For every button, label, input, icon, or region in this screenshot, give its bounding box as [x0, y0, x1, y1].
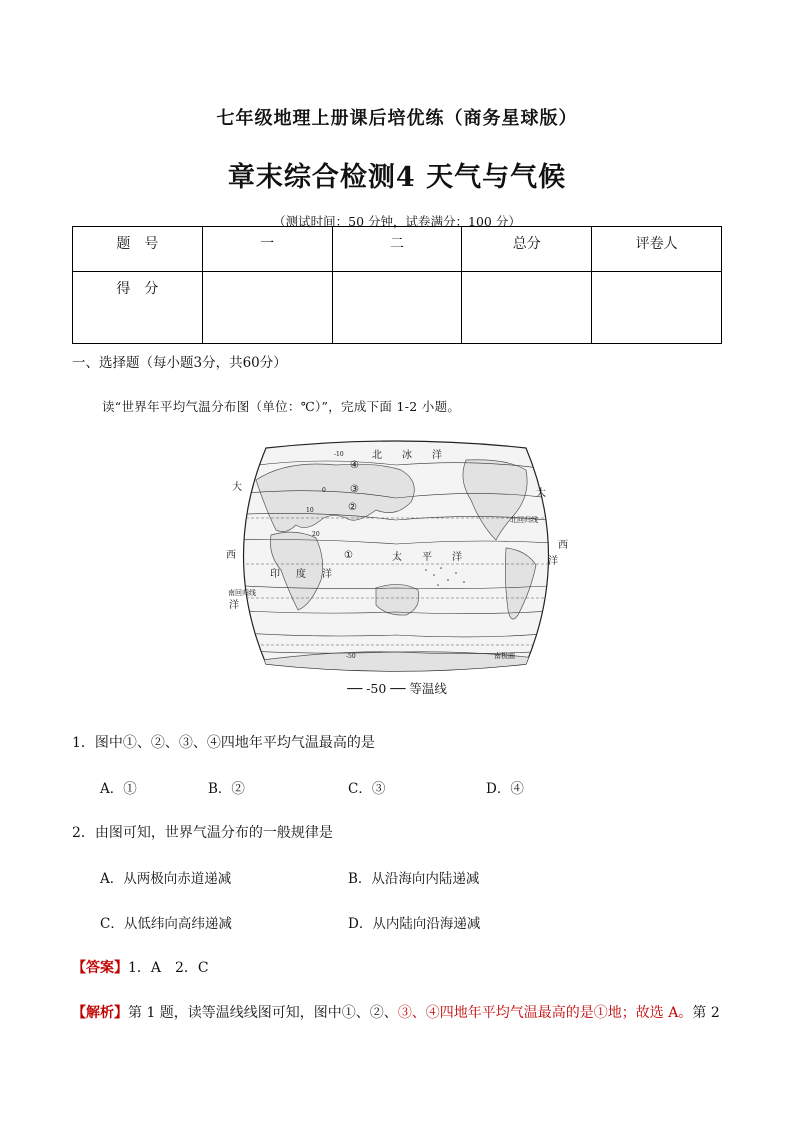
map-label: 北回归线: [510, 516, 538, 524]
question-intro: 读“世界年平均气温分布图（单位：℃）”，完成下面 1-2 小题。: [102, 399, 461, 414]
isotherm-value: -10: [334, 451, 344, 458]
chapter-title: 章末综合检测4 天气与气候: [227, 162, 567, 193]
map-label: 北: [372, 450, 382, 461]
analysis-line: [72, 1002, 732, 1022]
section-heading: 一、选择题（每小题3分，共60分）: [72, 355, 287, 371]
analysis-tag: 【解析】: [72, 1005, 128, 1021]
q2-option-b: B．从沿海向内陆递减: [348, 871, 480, 887]
map-label: 洋: [229, 600, 239, 611]
map-label: 南极圈: [494, 652, 515, 660]
map-label: 洋: [322, 569, 332, 580]
analysis-text: 第 1 题，读等温线线图可知，图中①、②、: [128, 1005, 398, 1021]
map-marker-1: ①: [344, 550, 353, 561]
island-dot: [437, 584, 439, 586]
island-dot: [463, 581, 465, 583]
test-info: （测试时间：50 分钟，试卷满分：100 分）: [273, 214, 521, 229]
question-1-stem: 1．图中①、②、③、④四地年平均气温最高的是: [72, 735, 375, 751]
map-label: 度: [296, 569, 306, 580]
score-table-score-row: [73, 272, 722, 344]
paper-title: 七年级地理上册课后培优练（商务星球版）: [216, 108, 578, 129]
map-label: 西: [558, 540, 568, 551]
score-table: [72, 226, 722, 344]
map-label: 洋: [548, 556, 558, 567]
score-cell: 一: [202, 227, 332, 272]
q1-option-d: D．④: [486, 781, 524, 797]
score-cell: 得 分: [73, 272, 203, 344]
map-label: 西: [226, 550, 236, 561]
score-input-cell: [462, 272, 592, 344]
isotherm-value: 10: [306, 507, 314, 514]
map-label: 大: [232, 482, 242, 493]
score-table-header-row: [73, 227, 722, 272]
q1-option-a: A．①: [100, 781, 137, 797]
q1-option-c: C．③: [348, 781, 386, 797]
map-label: 冰: [402, 450, 412, 461]
answer-text: 1．A 2．C: [128, 960, 209, 976]
score-input-cell: [332, 272, 462, 344]
q2-option-c: C．从低纬向高纬递减: [100, 916, 232, 932]
island-dot: [447, 579, 449, 581]
score-input-cell: [592, 272, 722, 344]
australia-shape: [376, 584, 419, 615]
question-2-stem: 2．由图可知，世界气温分布的一般规律是: [72, 825, 333, 841]
isotherm-value: -50: [346, 653, 356, 660]
map-marker-2: ②: [348, 502, 357, 513]
map-label: 洋: [432, 450, 442, 461]
answer-line: [72, 957, 209, 977]
map-marker-4: ④: [350, 460, 359, 471]
island-dot: [433, 574, 435, 576]
score-input-cell: [202, 272, 332, 344]
map-legend: ── -50 ── 等温线: [347, 681, 447, 696]
map-label: 大: [536, 488, 546, 499]
island-dot: [440, 567, 442, 569]
score-cell: 二: [332, 227, 462, 272]
analysis-highlight: ③、④四地年平均气温最高的是①地；故选 A。: [397, 1005, 693, 1021]
answer-tag: 【答案】: [72, 960, 128, 976]
map-label: 洋: [452, 552, 462, 563]
map-label: 印: [270, 569, 280, 580]
map-label: 南回归线: [228, 589, 256, 597]
world-temperature-map: [226, 440, 566, 672]
isotherm-value: 0: [322, 487, 326, 494]
isotherm-value: 20: [312, 531, 320, 538]
q1-option-b: B．②: [208, 781, 245, 797]
q2-option-d: D．从内陆向沿海递减: [348, 916, 481, 932]
island-dot: [425, 569, 427, 571]
map-marker-3: ③: [350, 484, 359, 495]
score-cell: 题 号: [73, 227, 203, 272]
map-label: 平: [422, 552, 432, 563]
map-label: 太: [392, 552, 402, 563]
island-dot: [455, 572, 457, 574]
score-cell: 总分: [462, 227, 592, 272]
q2-option-a: A．从两极向赤道递减: [100, 871, 232, 887]
score-cell: 评卷人: [592, 227, 722, 272]
analysis-text-tail: 第 2: [692, 1005, 720, 1021]
